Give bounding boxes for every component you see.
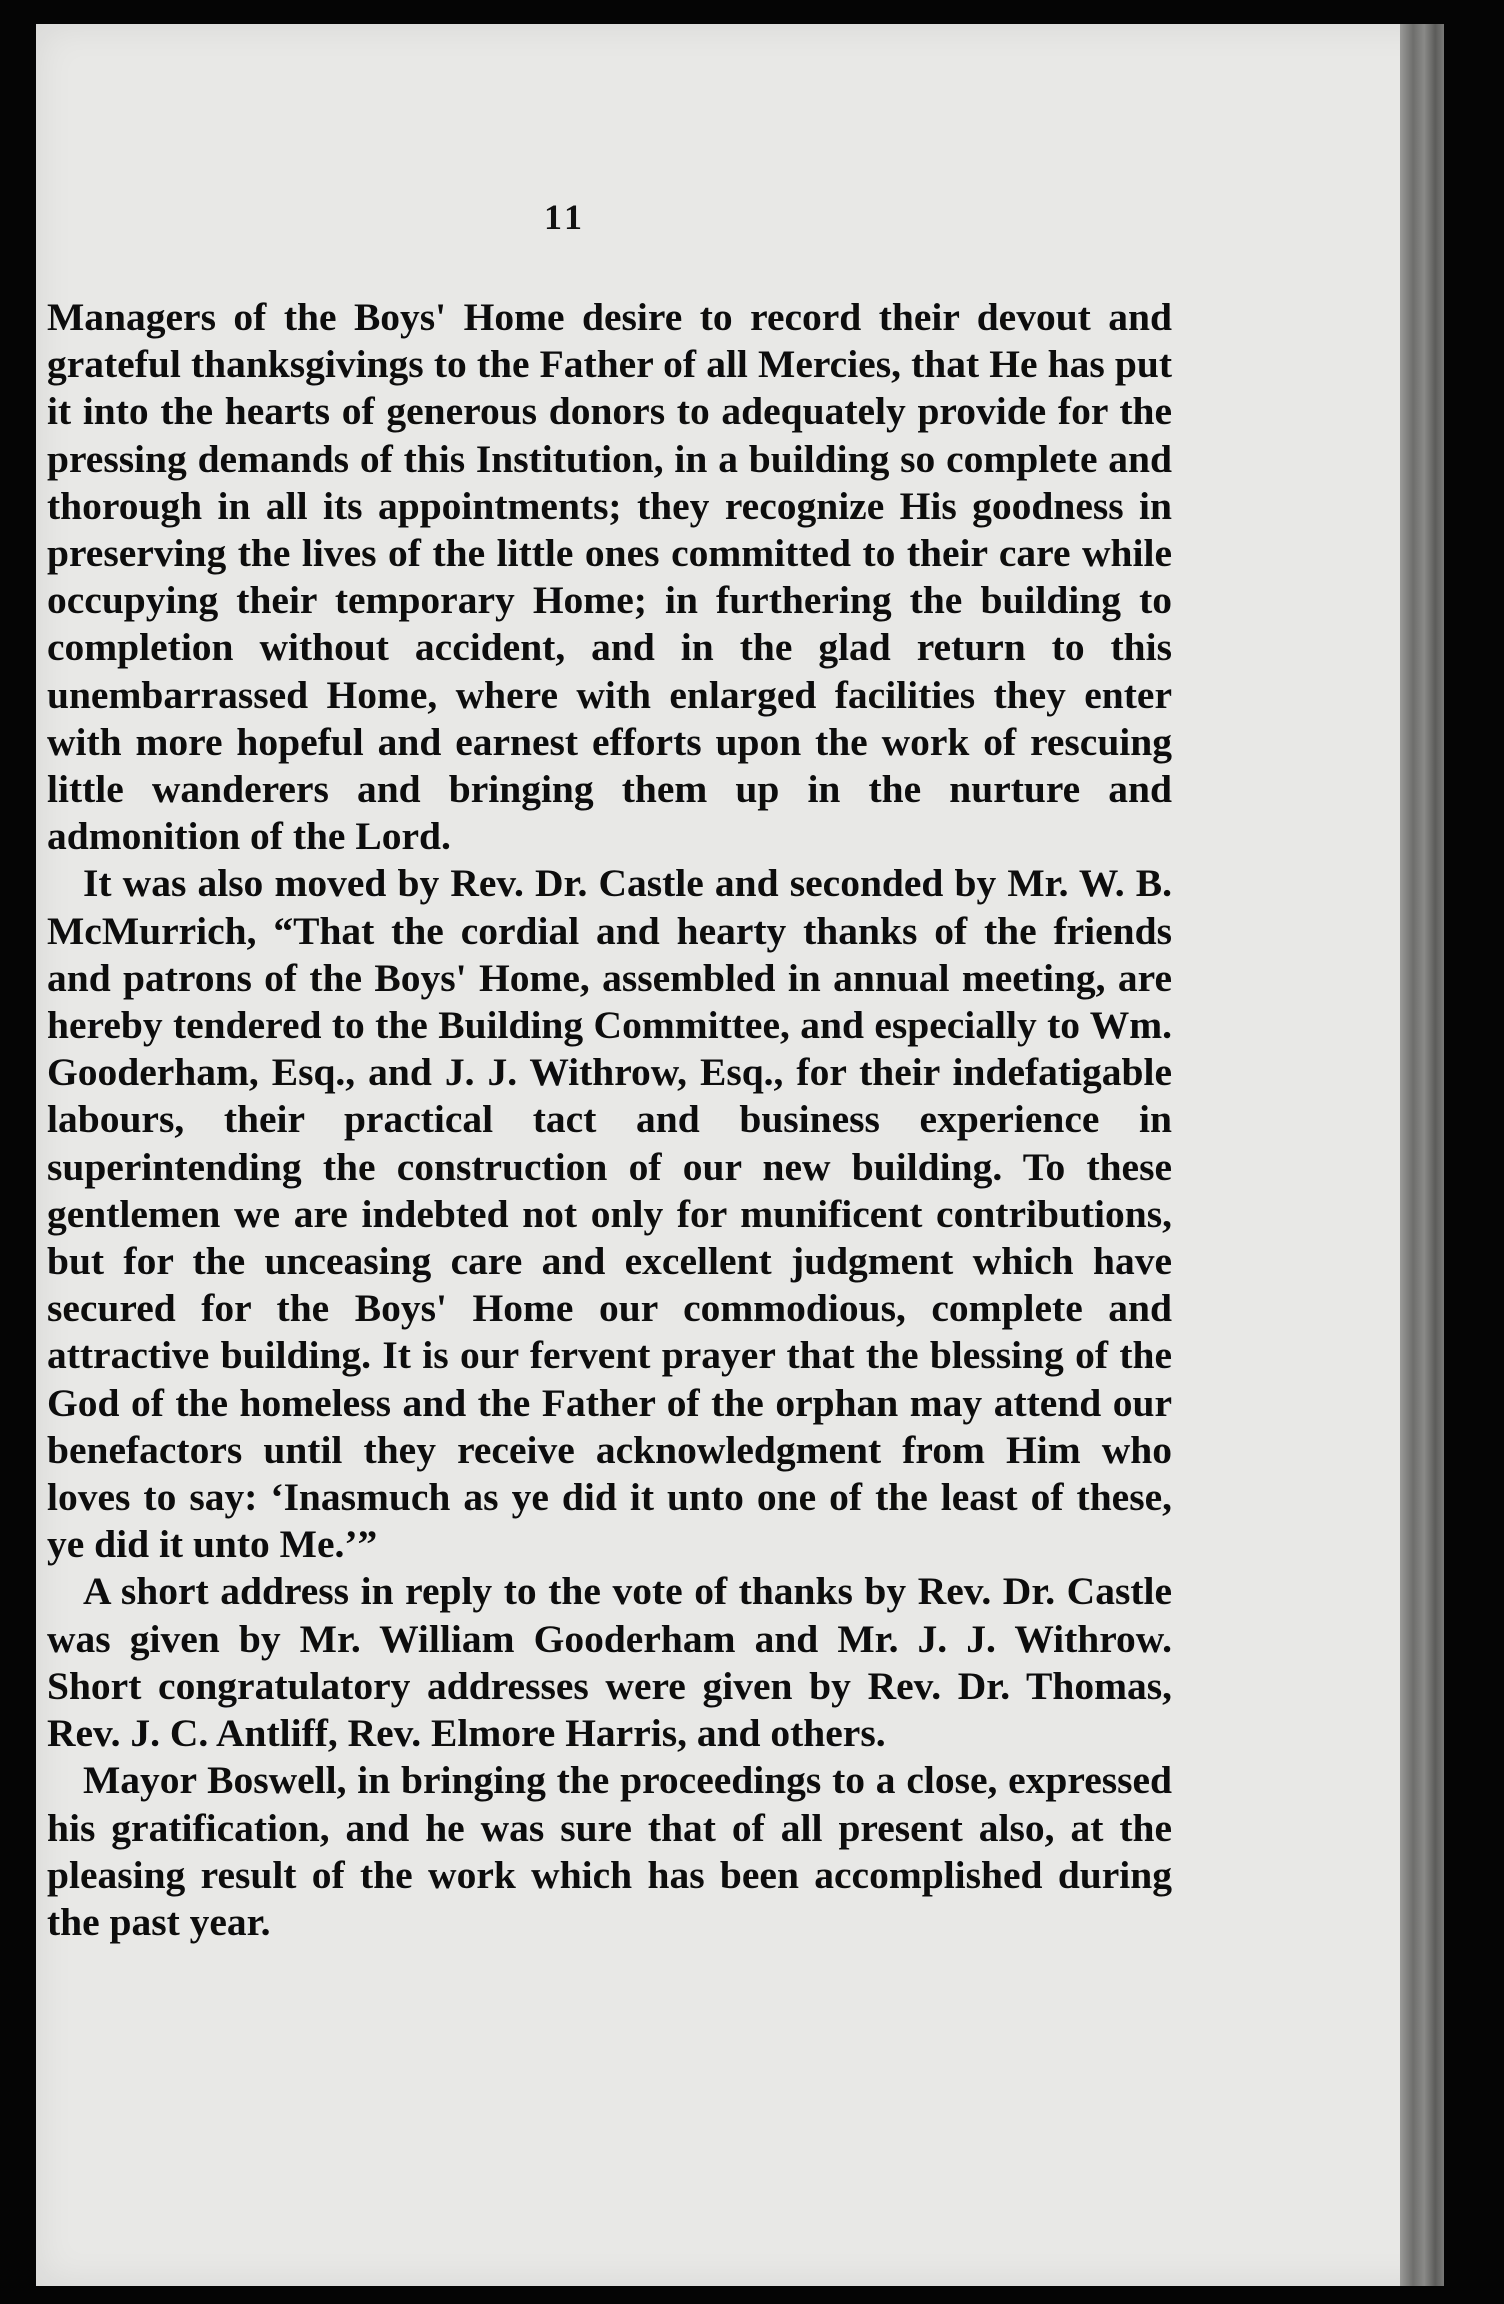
paragraph-4: Mayor Boswell, in bringing the proceedings to a close, expressed his gratification, and he was sure that of all present also, at the pleasing result of the work which has been accomplished during the past year. (47, 1758, 1172, 1944)
page-body (47, 294, 1172, 1946)
page-number: 11 (543, 197, 586, 237)
paragraph-1: Managers of the Boys' Home desire to record their devout and grateful thanksgivings to the Father of all Mercies, that He has put it into the hearts of generous donors to adequately provide for the pressing demands of this Institution, in a building so complete and thorough in all its appointments; they recognize His goodness in preserving the lives of the little ones committed to their care while occupying their temporary Home; in furthering the building to completion without accident, and in the glad return to this unembarrassed Home, where with enlarged facilities they enter with more hopeful and earnest efforts upon the work of rescuing little wanderers and bringing them up in the nurture and admonition of the Lord. (47, 295, 1172, 859)
page-edge (1400, 24, 1444, 2286)
paragraph-2: It was also moved by Rev. Dr. Castle and seconded by Mr. W. B. McMurrich, “That the cordial and hearty thanks of the friends and patrons of the Boys' Home, assembled in annual meeting, are hereby tendered to the Building Committee, and especially to Wm. Gooderham, Esq., and J. J. Withrow, Esq., for their indefatigable labours, their practical tact and business experience in superintending the construction of our new building. To these gentlemen we are indebted not only for munificent contributions, but for the unceasing care and excellent judgment which have secured for the Boys' Home our commodious, complete and attractive building. It is our fervent prayer that the blessing of the God of the homeless and the Father of the orphan may attend our benefactors until they receive acknowledgment from Him who loves to say: ‘Inasmuch as ye did it unto one of the least of these, ye did it unto Me.’” (47, 861, 1172, 1567)
paragraph-3: A short address in reply to the vote of thanks by Rev. Dr. Castle was given by Mr. William Gooderham and Mr. J. J. Withrow. Short congratulatory addresses were given by Rev. Dr. Thomas, Rev. J. C. Antliff, Rev. Elmore Harris, and others. (47, 1569, 1172, 1756)
